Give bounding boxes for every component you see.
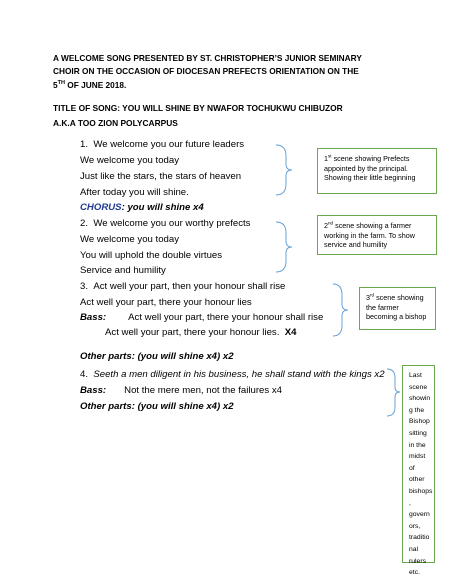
header-line-2: CHOIR ON THE OCCASION OF DIOCESAN PREFECTS ORIENTATION ON THE bbox=[53, 66, 359, 77]
bass-line-3: Bass: Not the mere men, not the failures x4 bbox=[80, 385, 282, 396]
verse-3-line-2: Act well your part, there your honour lies bbox=[80, 297, 252, 308]
song-title bbox=[53, 101, 423, 131]
verse-4-line: 4. Seeth a men diligent in his business, he shall stand with the kings x2 bbox=[80, 369, 385, 380]
bass-label: Bass: bbox=[80, 312, 107, 323]
verse-2-line-1: 2. We welcome you our worthy prefects bbox=[80, 218, 251, 229]
verse-1-line-1: 1. We welcome you our future leaders bbox=[80, 139, 245, 150]
bracket-verse-4 bbox=[386, 368, 402, 418]
title-line-2: A.K.A TOO ZION POLYCARPUS bbox=[53, 118, 178, 128]
scene-note-2: 2nd scene showing a farmer working in the farm. To show service and humility bbox=[317, 215, 437, 255]
bass-label-2: Bass: bbox=[80, 385, 107, 396]
title-line-1: TITLE OF SONG: YOU WILL SHINE BY NWAFOR TOCHUKWU CHIBUZOR bbox=[53, 103, 343, 113]
bracket-verse-1 bbox=[274, 144, 294, 196]
document-header bbox=[53, 52, 423, 92]
chorus-line: CHORUS: you will shine x4 bbox=[80, 202, 204, 213]
verse-3-line-1: 3. Act well your part, then your honour shall rise bbox=[80, 281, 286, 292]
verse-1-line-4: After today you will shine. bbox=[80, 187, 189, 198]
bracket-verse-3 bbox=[331, 283, 351, 337]
verse-2-line-3: You will uphold the double virtues bbox=[80, 250, 223, 261]
verse-1-number: 1. bbox=[80, 139, 89, 150]
verse-4-number: 4. bbox=[80, 369, 89, 380]
bass-line-2: Act well your part, there your honour lies. X4 bbox=[105, 327, 297, 338]
scene-note-4: Last scene showin g the Bishop sitting in the midst of other bishops , govern ors, traditio nal rulers etc. bbox=[402, 365, 435, 563]
scene-note-1: 1st scene showing Prefects appointed by the principal. Showing their little beginning bbox=[317, 148, 437, 194]
bass-line-1: Bass: Act well your part, there your honour shall rise bbox=[80, 312, 324, 323]
scene-note-3: 3rd scene showing the farmer becoming a bishop bbox=[359, 287, 436, 330]
verse-3-number: 3. bbox=[80, 281, 89, 292]
verse-1-line-3: Just like the stars, the stars of heaven bbox=[80, 171, 242, 182]
other-parts-line-2: Other parts: (you will shine x4) x2 bbox=[80, 401, 234, 412]
verse-1-line-2: We welcome you today bbox=[80, 155, 180, 166]
header-line-3: 5TH OF JUNE 2018. bbox=[53, 79, 127, 90]
verse-2-number: 2. bbox=[80, 218, 89, 229]
other-parts-line-1: Other parts: (you will shine x4) x2 bbox=[80, 351, 234, 362]
chorus-label: CHORUS bbox=[80, 202, 122, 213]
verse-2-line-4: Service and humility bbox=[80, 265, 166, 276]
header-line-1: A WELCOME SONG PRESENTED BY ST. CHRISTOPHER’S JUNIOR SEMINARY bbox=[53, 53, 362, 63]
verse-2-line-2: We welcome you today bbox=[80, 234, 180, 245]
bracket-verse-2 bbox=[274, 221, 294, 273]
